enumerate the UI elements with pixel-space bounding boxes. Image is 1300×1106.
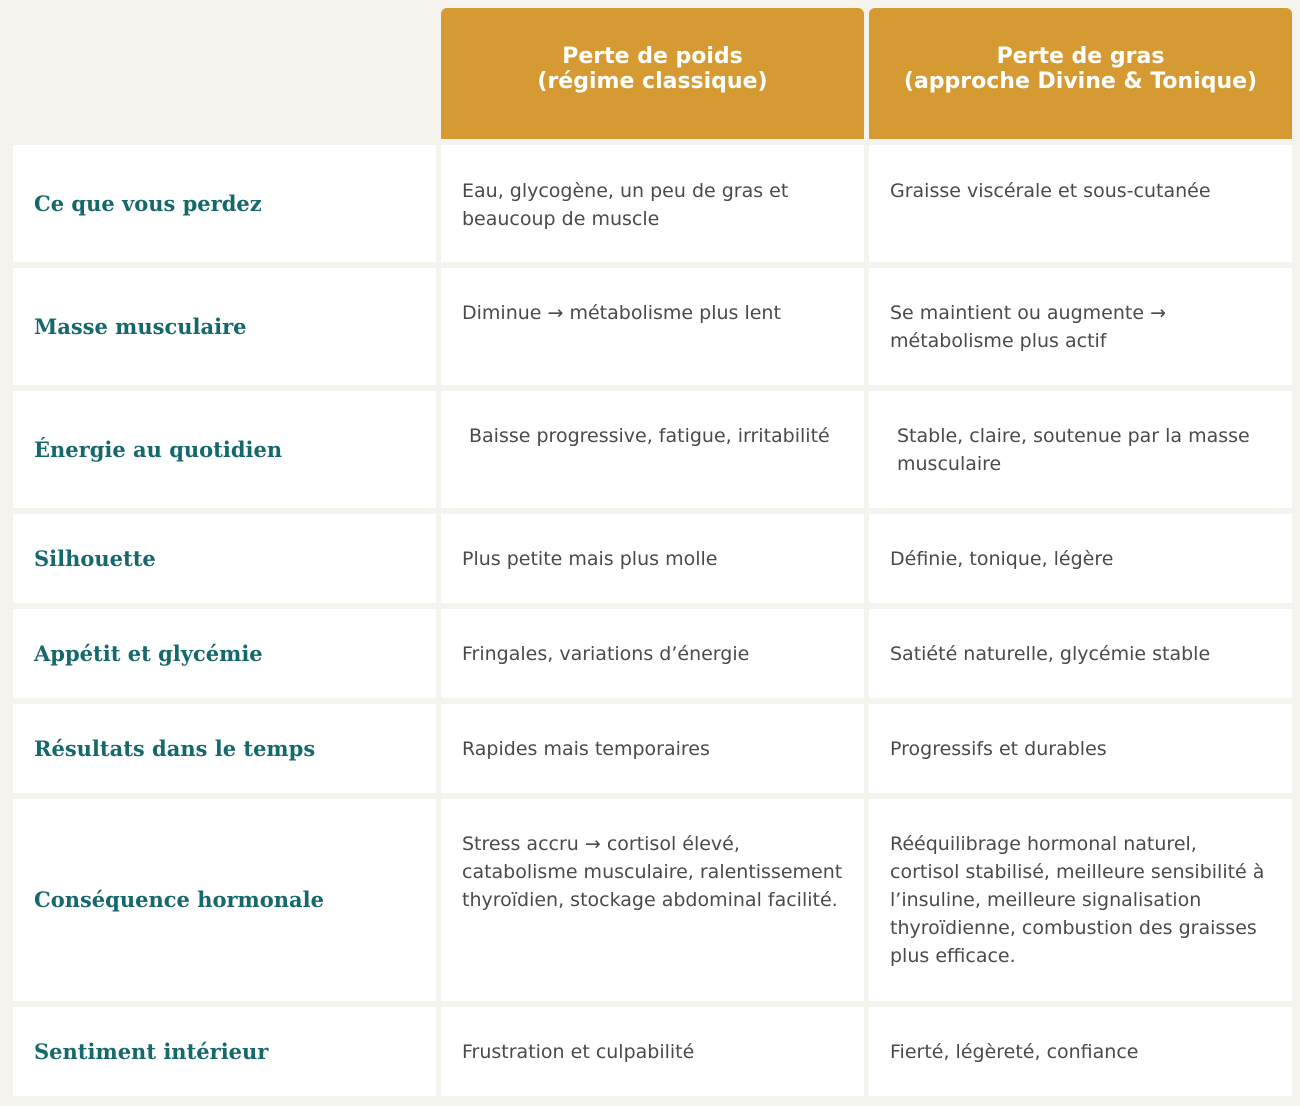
cell-text: Graisse viscérale et sous-cutanée (890, 180, 1211, 202)
row-label-cell (13, 145, 436, 262)
row-label-cell (13, 514, 436, 603)
table-cell (869, 268, 1292, 385)
table-cell (441, 268, 864, 385)
cell-text: Fierté, légèreté, confiance (890, 1040, 1139, 1063)
cell-text: Diminue → métabolisme plus lent (462, 302, 781, 324)
row-label: Masse musculaire (34, 313, 247, 339)
row-label: Conséquence hormonale (34, 887, 324, 912)
table-cell (869, 391, 1292, 508)
row-label-cell (13, 1007, 436, 1096)
column-header-fat-loss (869, 8, 1292, 139)
table-cell (869, 1007, 1292, 1096)
row-label-cell (13, 609, 436, 698)
column-header-weight-loss (441, 8, 864, 139)
cell-text: Rééquilibrage hormonal naturel, cortisol stabilisé, meilleure sensibilité à l’insuline, meilleure signalisation thyroïdienne, combustion des graisses plus efficace. (890, 833, 1265, 967)
cell-text: Baisse progressive, fatigue, irritabilité (469, 425, 830, 447)
cell-text: Satiété naturelle, glycémie stable (890, 642, 1211, 665)
table-cell (441, 391, 864, 508)
table-cell (869, 609, 1292, 698)
row-label: Ce que vous perdez (34, 190, 262, 216)
table-cell (441, 704, 864, 793)
row-label-cell (13, 704, 436, 793)
column-header-subtitle: (approche Divine & Tonique) (903, 68, 1258, 94)
table-cell (441, 1007, 864, 1096)
table-cell (869, 799, 1292, 1001)
table-cell (441, 514, 864, 603)
cell-text: Plus petite mais plus molle (462, 547, 718, 570)
table-cell (869, 514, 1292, 603)
cell-text: Stable, claire, soutenue par la masse musculaire (897, 425, 1250, 475)
table-cell (441, 145, 864, 262)
table-cell (869, 145, 1292, 262)
column-header-title: Perte de gras (996, 43, 1165, 69)
column-header-subtitle: (régime classique) (537, 68, 768, 94)
cell-text: Eau, glycogène, un peu de gras et beaucoup de muscle (462, 180, 789, 230)
row-label: Appétit et glycémie (34, 640, 263, 666)
row-label: Énergie au quotidien (34, 436, 283, 462)
row-label: Sentiment intérieur (34, 1038, 269, 1064)
cell-text: Stress accru → cortisol élevé, catabolisme musculaire, ralentissement thyroïdien, stockage abdominal facilité. (462, 833, 843, 911)
cell-text: Progressifs et durables (890, 737, 1107, 760)
cell-text: Frustration et culpabilité (462, 1040, 695, 1063)
table-cell (441, 799, 864, 1001)
row-label-cell (13, 268, 436, 385)
row-label-cell (13, 799, 436, 1001)
cell-text: Définie, tonique, légère (890, 547, 1114, 570)
cell-text: Se maintient ou augmente → métabolisme plus actif (890, 302, 1167, 352)
row-label-cell (13, 391, 436, 508)
row-label: Silhouette (34, 545, 156, 571)
table-cell (869, 704, 1292, 793)
column-header-title: Perte de poids (562, 43, 743, 69)
table-cell (441, 609, 864, 698)
cell-text: Rapides mais temporaires (462, 737, 710, 760)
cell-text: Fringales, variations d’énergie (462, 642, 750, 665)
row-label: Résultats dans le temps (34, 735, 316, 761)
